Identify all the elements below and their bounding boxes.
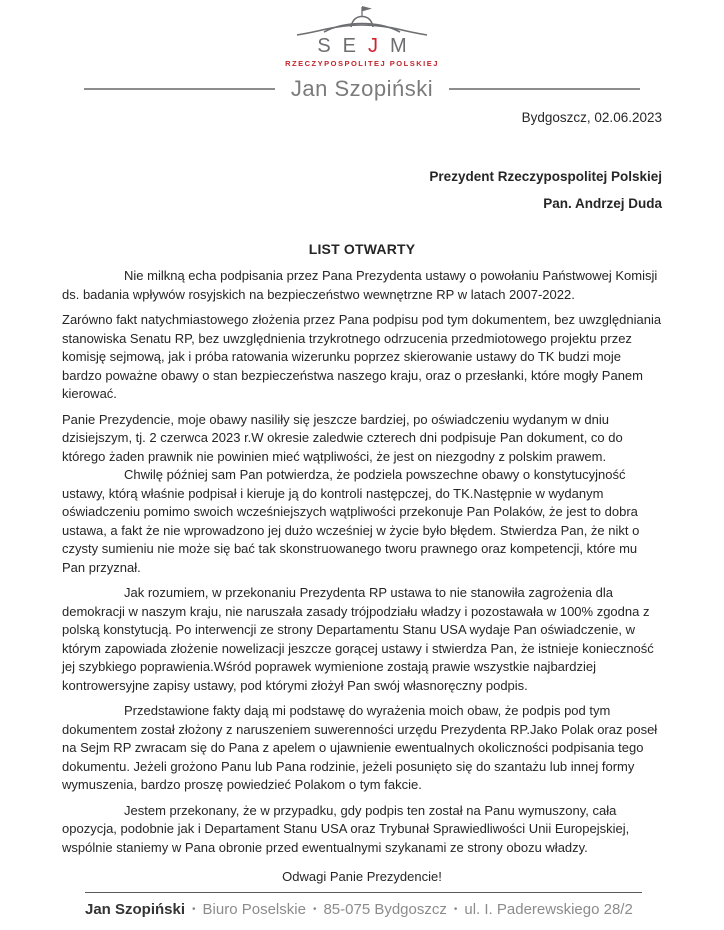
footer-separator: • <box>453 904 458 915</box>
footer-separator: • <box>312 904 317 915</box>
header-rule-right <box>449 88 640 90</box>
letter-paragraph: Nie milkną echa podpisania przez Pana Prezydenta ustawy o powołaniu Państwowej Komisji ds. badania wpływów rosyjskich na bezpieczeństwo wewnętrzne RP w latach 2007-2022. <box>62 268 658 302</box>
sejm-subtitle: RZECZYPOSPOLITEJ POLSKIEJ <box>285 59 439 68</box>
sejm-dome-icon <box>294 4 430 36</box>
letter-paragraphs <box>62 267 662 857</box>
footer-item: Biuro Poselskie <box>202 901 306 918</box>
sejm-letter-m: M <box>390 35 419 57</box>
sejm-letters-se: SE <box>317 35 368 57</box>
letter-paragraph: Jestem przekonany, że w przypadku, gdy podpis ten został na Panu wymuszony, cała opozycja, podobnie jak i Departament Stanu USA oraz Trybunał Sprawiedliwości Unii Europejskiej, wspólnie staniemy w Pana obronie przed ewentualnymi szykanami ze strony obozu władzy. <box>62 802 630 855</box>
footer-item: 85-075 Bydgoszcz <box>323 901 447 918</box>
sejm-letter-j: J <box>368 35 390 57</box>
deputy-name: Jan Szopiński <box>290 76 434 101</box>
footer-info <box>185 901 633 918</box>
addressee-name: Pan. Andrzej Duda <box>543 196 662 211</box>
header-name-row <box>84 76 640 102</box>
letter-paragraph: Chwilę później sam Pan potwierdza, że podziela powszechne obawy o konstytucyjność ustawy, którą właśnie podpisał i kieruje ją do kontroli następczej, do TK.Następnie w wydanym oświadczeniu pomimo swoich wcześniejszych wątpliwości przekonuje Pan Polaków, że jest to dobra ustawa, a fakt że nie wprowadzono jej dużo wcześniej w życie było błędem. Stwierdza Pan, że nikt o czysty sumieniu nie może się bać tak skonstruowanego tworu prawnego oraz kompetencji, które mu Pan przyznał. <box>62 467 640 575</box>
letter-paragraph: Zarówno fakt natychmiastowego złożenia przez Pana podpisu pod tym dokumentem, bez uwzględniania stanowiska Senatu RP, bez uwzględnienia trzykrotnego odrzucenia przedmiotowego projektu przez komisję sejmową, jak i próba ratowania wizerunku poprzez skierowanie ustawy do TK budzi moje bardzo poważne obawy o stan bezpieczeństwa naszego kraju, oraz o przesłanki, które mogły Panem kierować. <box>62 312 662 401</box>
footer-separator: • <box>192 904 196 915</box>
letter-closing: Odwagi Panie Prezydencie! <box>282 869 442 884</box>
addressee-title: Prezydent Rzeczypospolitej Polskiej <box>429 169 662 184</box>
letter-paragraph: Panie Prezydencie, moje obawy nasiliły się jeszcze bardziej, po oświadczeniu wydanym w dniu dzisiejszym, tj. 2 czerwca 2023 r.W okresie zaledwie czterech dni podpisuje Pan dokument, co do którego żaden prawnik nie powinien mieć wątpliwości, że jest on niezgodny z polskim prawem. <box>62 411 623 464</box>
sejm-wordmark <box>0 37 724 55</box>
letter-title: LIST OTWARTY <box>308 241 416 257</box>
footer-name: Jan Szopiński <box>85 901 186 918</box>
header-rule-left <box>84 88 275 90</box>
footer <box>85 892 642 918</box>
letter-paragraph: Przedstawione fakty dają mi podstawę do wyrażenia moich obaw, że podpis pod tym dokumentem został złożony z naruszeniem suwerenności urzędu Prezydenta RP.Jako Polak oraz poseł na Sejm RP zwracam się do Pana z apelem o ujawnienie ewentualnych okoliczności podpisania tego dokumentu. Jeżeli grożono Panu lub Pana rodzinie, jeżeli posunięto się do szantażu lub innej formy wymuszenia, bardzo proszę powiedzieć Polakom o tym fakcie. <box>62 703 658 792</box>
place-date: Bydgoszcz, 02.06.2023 <box>521 110 662 125</box>
flag-icon <box>362 6 372 11</box>
footer-item: ul. I. Paderewskiego 28/2 <box>464 901 633 918</box>
letter-paragraph: Jak rozumiem, w przekonaniu Prezydenta RP ustawa to nie stanowiła zagrożenia dla demokracji w naszym kraju, nie naruszała zasady trójpodziału władzy i pozostawała w 100% zgodna z polską konstytucją. Po interwencji ze strony Departamentu Stanu USA wydaje Pan oświadczenie, w którym zapowiada złożenie nowelizacji jeszcze gorącej ustawy i stwierdza Pan, że istnieje konieczność jej szybkiego poprawienia.Wśród poprawek wymienione zostają prawie wszystkie najbardziej kontrowersyjne zapisy ustawy, pod którymi złożył Pan swój własnoręczny podpis. <box>62 585 654 693</box>
addressee-block <box>62 163 662 217</box>
sejm-logo <box>0 0 724 68</box>
dome-eaves <box>297 25 427 35</box>
